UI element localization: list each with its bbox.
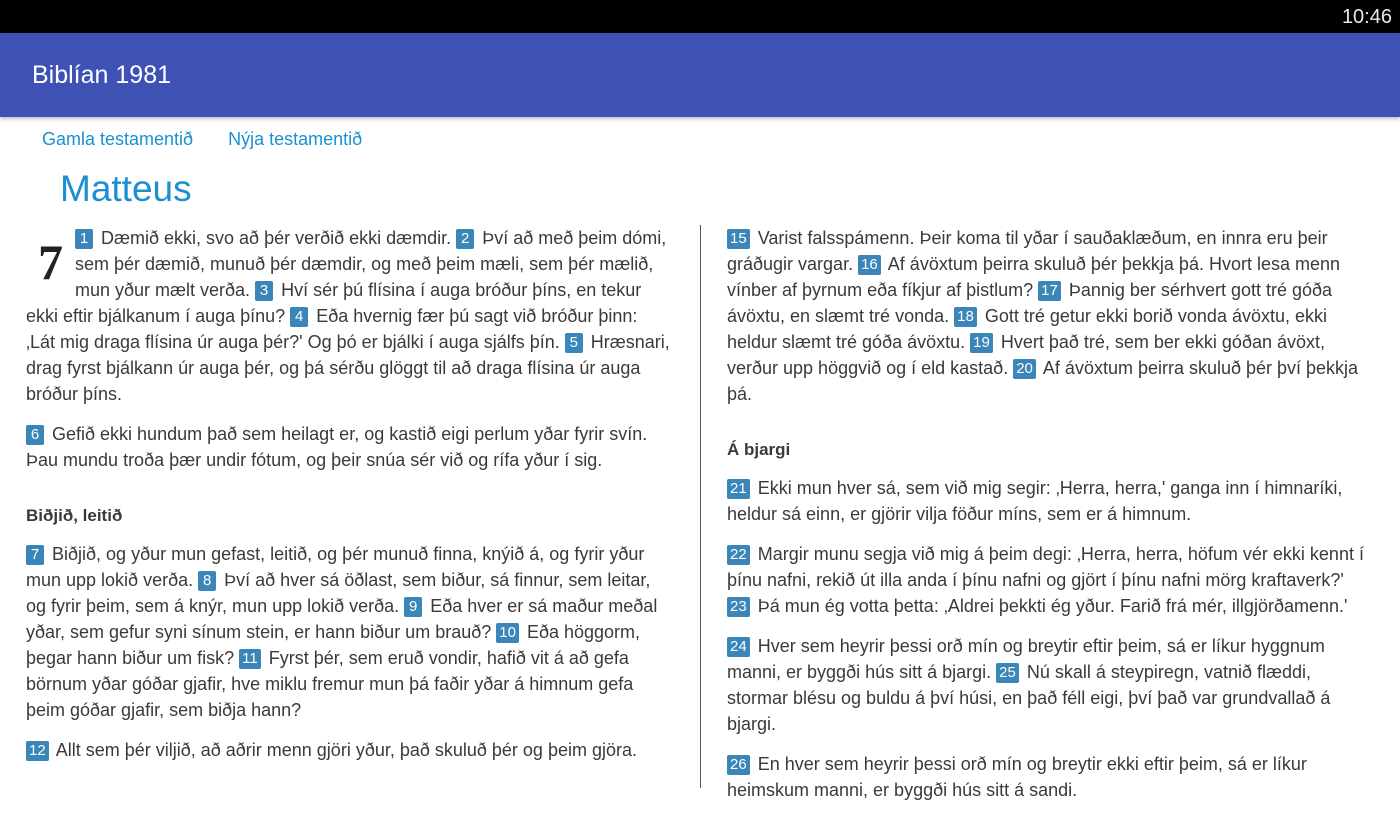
- verse-number[interactable]: 8: [198, 571, 216, 591]
- verse-text: Þá mun ég votta þetta: ‚Aldrei þekkti ég yður. Farið frá mér, illgjörðamenn.': [757, 596, 1348, 616]
- verse-text: Þannig ber sérhvert gott tré góða ávöxtu, en slæmt tré vonda.: [727, 280, 1333, 326]
- verse-text: Biðjið, og yður mun gefast, leitið, og þér munuð finna, knýið á, og fyrir yður mun upp lokið verða.: [26, 544, 645, 590]
- verse-number[interactable]: 22: [727, 545, 750, 565]
- verse-text: Allt sem þér viljið, að aðrir menn gjöri yður, það skuluð þér og þeim gjöra.: [55, 740, 637, 760]
- verse-number[interactable]: 21: [727, 479, 750, 499]
- text-column-right: [727, 225, 1372, 817]
- verse-text: Nú skall á steypiregn, vatnið flæddi, stormar blésu og buldu á því húsi, en það féll eigi, því það var grundvallað á bjargi.: [727, 662, 1331, 734]
- new-testament-link[interactable]: Nýja testamentið: [228, 129, 363, 149]
- verse-paragraph: [26, 225, 671, 407]
- status-bar: [0, 0, 1400, 33]
- verse-text: Gefið ekki hundum það sem heilagt er, og kastið eigi perlum yðar fyrir svín. Þau mundu troða þær undir fótum, og þeir snúa sér við og rífa yður í sig.: [26, 424, 648, 470]
- verse-number[interactable]: 20: [1013, 359, 1036, 379]
- testament-nav: [42, 129, 392, 150]
- app-bar: [0, 33, 1400, 117]
- verse-number[interactable]: 2: [456, 229, 474, 249]
- verse-number[interactable]: 10: [496, 623, 519, 643]
- verse-paragraph: [727, 633, 1372, 737]
- verse-text: Því að hver sá öðlast, sem biður, sá finnur, sem leitar, og fyrir þeim, sem á knýr, mun upp lokið verða.: [26, 570, 651, 616]
- verse-text: Fyrst þér, sem eruð vondir, hafið vit á að gefa börnum yðar góðar gjafir, hve miklu fremur mun þá faðir yðar á himnum gefa þeim góðar gjafir, sem biðja hann?: [26, 648, 634, 720]
- text-column-left: [26, 225, 671, 777]
- book-title: Matteus: [60, 168, 192, 209]
- verse-text: Hvert það tré, sem ber ekki góðan ávöxt, verður upp höggvið og í eld kastað.: [727, 332, 1326, 378]
- verse-text: Hví sér þú flísina í auga bróður þíns, en tekur ekki eftir bjálkanum í auga þínu?: [26, 280, 642, 326]
- verse-number[interactable]: 26: [727, 755, 750, 775]
- verse-paragraph: [727, 225, 1372, 407]
- verse-paragraph: [727, 751, 1372, 803]
- verse-text: Af ávöxtum þeirra skuluð þér því þekkja þá.: [727, 358, 1359, 404]
- verse-paragraph: [26, 737, 671, 763]
- verse-text: Því að með þeim dómi, sem þér dæmið, munuð þér dæmdir, og með þeim mæli, sem þér mælið, mun yður mælt verða.: [75, 228, 667, 300]
- verse-number[interactable]: 11: [239, 649, 261, 669]
- verse-number[interactable]: 9: [404, 597, 422, 617]
- verse-text: Eða hvernig fær þú sagt við bróður þinn: ‚Lát mig draga flísina úr auga þér?' Og þó er bjálki í auga sjálfs þín.: [26, 306, 638, 352]
- verse-number[interactable]: 4: [290, 307, 308, 327]
- verse-text: Gott tré getur ekki borið vonda ávöxtu, ekki heldur slæmt tré góða ávöxtu.: [727, 306, 1328, 352]
- verse-text: Ekki mun hver sá, sem við mig segir: ‚Herra, herra,' ganga inn í himnaríki, heldur sá einn, er gjörir vilja föður míns, sem er á himnum.: [727, 478, 1343, 524]
- verse-number[interactable]: 15: [727, 229, 750, 249]
- verse-number[interactable]: 12: [26, 741, 49, 761]
- verse-number[interactable]: 17: [1038, 281, 1061, 301]
- verse-paragraph: [727, 475, 1372, 527]
- verse-text: Margir munu segja við mig á þeim degi: ‚Herra, herra, höfum vér ekki kennt í þínu nafni, rekið út illa anda í þínu nafni og gjört í þínu nafni mörg kraftaverk?': [727, 544, 1364, 590]
- verse-number[interactable]: 7: [26, 545, 44, 565]
- verse-text: Hver sem heyrir þessi orð mín og breytir eftir þeim, sá er líkur hyggnum manni, er byggði hús sitt á bjargi.: [727, 636, 1325, 682]
- verse-number[interactable]: 19: [970, 333, 993, 353]
- verse-text: Eða höggorm, þegar hann biður um fisk?: [26, 622, 641, 668]
- verse-number[interactable]: 25: [996, 663, 1019, 683]
- verse-text: En hver sem heyrir þessi orð mín og breytir ekki eftir þeim, sá er líkur heimskum manni, er byggði hús sitt á sandi.: [727, 754, 1307, 800]
- verse-number[interactable]: 3: [255, 281, 273, 301]
- verse-text: Varist falsspámenn. Þeir koma til yðar í sauðaklæðum, en innra eru þeir gráðugir vargar.: [727, 228, 1328, 274]
- verse-number[interactable]: 1: [75, 229, 93, 249]
- section-heading: Á bjargi: [727, 440, 791, 459]
- verse-number[interactable]: 24: [727, 637, 750, 657]
- verse-number[interactable]: 5: [565, 333, 583, 353]
- verse-number[interactable]: 23: [727, 597, 750, 617]
- verse-text: Dæmið ekki, svo að þér verðið ekki dæmdir.: [101, 228, 452, 248]
- chapter-number: 7: [38, 234, 63, 290]
- verse-number[interactable]: 18: [954, 307, 977, 327]
- old-testament-link[interactable]: Gamla testamentið: [42, 129, 194, 149]
- verse-text: Af ávöxtum þeirra skuluð þér þekkja þá. Hvort lesa menn vínber af þyrnum eða fíkjur af þistlum?: [727, 254, 1341, 300]
- verse-text: Hræsnari, drag fyrst bjálkann úr auga þér, og þá sérðu glöggt til að draga flísina úr auga bróður þíns.: [26, 332, 670, 404]
- section-heading: Biðjið, leitið: [26, 506, 123, 525]
- verse-paragraph: [26, 421, 671, 473]
- app-title: Biblían 1981: [32, 61, 172, 89]
- verse-paragraph: [727, 541, 1372, 619]
- verse-paragraph: [26, 541, 671, 723]
- verse-number[interactable]: 6: [26, 425, 44, 445]
- column-divider: [700, 225, 701, 788]
- verse-number[interactable]: 16: [858, 255, 881, 275]
- verse-text: Eða hver er sá maður meðal yðar, sem gefur syni sínum stein, er hann biður um brauð?: [26, 596, 658, 642]
- status-clock: 10:46: [1341, 6, 1392, 28]
